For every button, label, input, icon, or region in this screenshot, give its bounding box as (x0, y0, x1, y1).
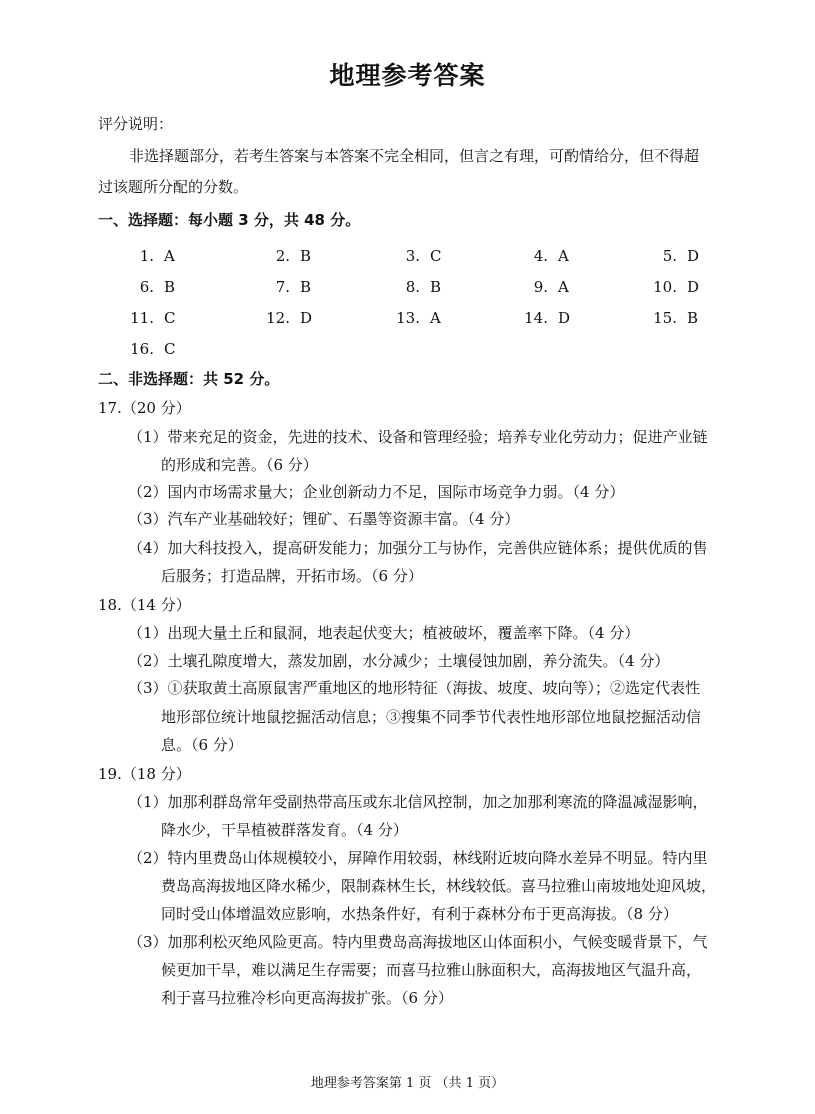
scoring-text-line2: 过该题所分配的分数。 (98, 178, 249, 196)
q18-answer3-line1: （3）①获取黄土高原鼠害严重地区的地形特征（海拔、坡度、坡向等）；②选定代表性 (128, 679, 701, 697)
q18-answer3-line3: 息。（6 分） (161, 736, 243, 754)
choice-answer: 14. D (524, 309, 571, 327)
choice-answer: 11. C (130, 309, 176, 327)
page-title: 地理参考答案 (329, 61, 486, 90)
scoring-text-line1: 非选择题部分，若考生答案与本答案不完全相同，但言之有理，可酌情给分，但不得超 (129, 147, 700, 165)
q17-answer2: （2）国内市场需求量大；企业创新动力不足，国际市场竞争力弱。（4 分） (128, 483, 625, 501)
choice-answer: 9. A (533, 278, 569, 296)
q19-title: 19.（18 分） (98, 765, 191, 783)
choice-answer: 2. B (275, 247, 312, 265)
q17-answer1-line2: 的形成和完善。（6 分） (161, 456, 318, 474)
choice-answer: 10. D (653, 278, 700, 296)
choice-answer: 4. A (533, 247, 569, 265)
q17-answer1-line1: （1）带来充足的资金，先进的技术、设备和管理经验；培养专业化劳动力；促进产业链 (128, 428, 708, 446)
q19-answer2-line3: 同时受山体增温效应影响，水热条件好，有利于森林分布于更高海拔。（8 分） (161, 905, 678, 923)
q17-answer3: （3）汽车产业基础较好；锂矿、石墨等资源丰富。（4 分） (128, 510, 520, 528)
section1-heading: 一、选择题：每小题 3 分，共 48 分。 (98, 211, 361, 229)
q17-answer4-line1: （4）加大科技投入，提高研发能力；加强分工与协作，完善供应链体系；提供优质的售 (128, 539, 708, 557)
q19-answer3-line2: 候更加干旱，难以满足生存需要；而喜马拉雅山脉面积大，高海拔地区气温升高， (161, 961, 702, 979)
choice-answer: 15. B (653, 309, 699, 327)
choice-answer: 5. D (662, 247, 700, 265)
choice-answer: 8. B (405, 278, 442, 296)
choice-answer: 6. B (139, 278, 176, 296)
choice-answer: 13. A (396, 309, 441, 327)
page-footer: 地理参考答案第 1 页 （共 1 页） (310, 1076, 505, 1091)
q19-answer2-line2: 费岛高海拔地区降水稀少，限制森林生长，林线较低。喜马拉雅山南坡地处迎风坡， (161, 877, 717, 895)
choice-answer: 1. A (139, 247, 175, 265)
q17-title: 17.（20 分） (98, 399, 191, 417)
section2-heading: 二、非选择题：共 52 分。 (98, 370, 280, 388)
choice-answer: 7. B (275, 278, 312, 296)
choice-answer: 3. C (405, 247, 442, 265)
choice-answer: 16. C (130, 340, 176, 358)
q19-answer1-line2: 降水少，干旱植被群落发育。（4 分） (161, 821, 408, 839)
scoring-heading: 评分说明： (98, 115, 174, 133)
q17-answer4-line2: 后服务；打造品牌，开拓市场。（6 分） (161, 567, 423, 585)
choice-answer: 12. D (266, 309, 313, 327)
q18-answer3-line2: 地形部位统计地鼠挖掘活动信息；③搜集不同季节代表性地形部位地鼠挖掘活动信 (161, 708, 702, 726)
q19-answer2-line1: （2）特内里费岛山体规模较小，屏障作用较弱，林线附近坡向降水差异不明显。特内里 (128, 849, 708, 867)
q18-answer2: （2）土壤孔隙度增大，蒸发加剧，水分减少；土壤侵蚀加剧，养分流失。（4 分） (128, 652, 670, 670)
q19-answer3-line1: （3）加那利松灭绝风险更高。特内里费岛高海拔地区山体面积小，气候变暖背景下，气 (128, 933, 708, 951)
q19-answer1-line1: （1）加那利群岛常年受副热带高压或东北信风控制，加之加那利寒流的降温减湿影响， (128, 793, 708, 811)
q18-title: 18.（14 分） (98, 596, 191, 614)
q18-answer1: （1）出现大量土丘和鼠洞，地表起伏变大；植被破坏，覆盖率下降。（4 分） (128, 624, 640, 642)
q19-answer3-line3: 利于喜马拉雅冷杉向更高海拔扩张。（6 分） (161, 989, 453, 1007)
